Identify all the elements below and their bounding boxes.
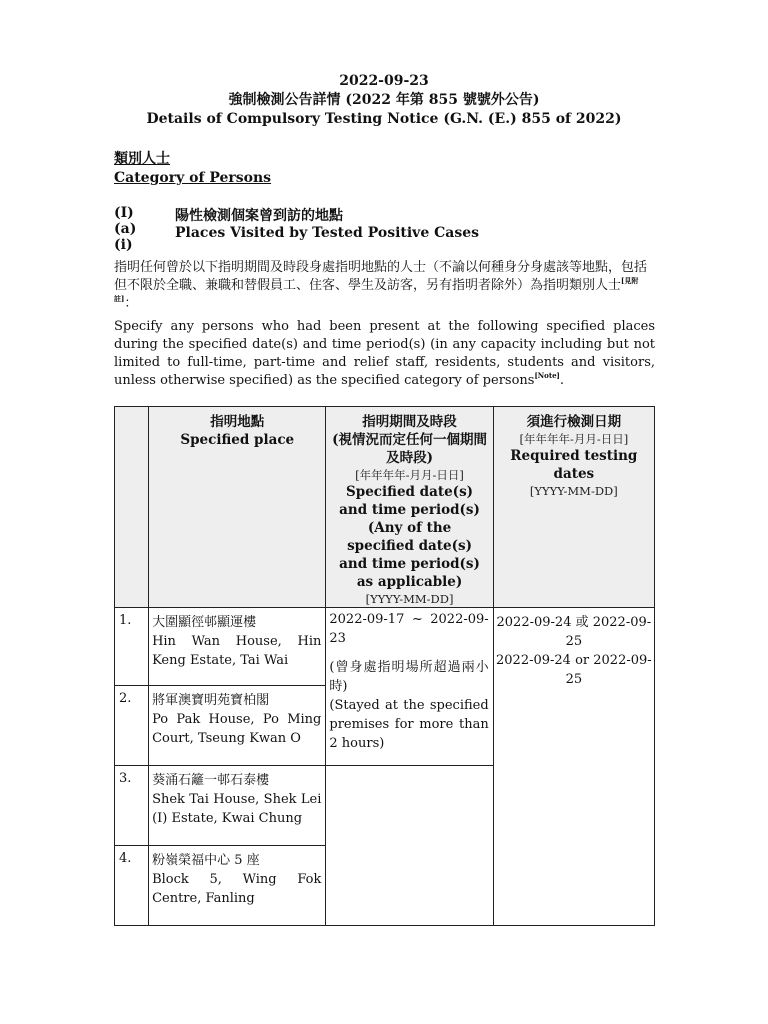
header-period-format-zh: [年年年年-月月-日日] xyxy=(355,468,464,482)
section-number: (I)(a)(i) xyxy=(114,205,137,253)
place-name-zh: 大圍顯徑邨顯運樓 xyxy=(152,615,257,630)
description-en-end: . xyxy=(559,373,564,388)
place-name-en: Hin Wan House, Hin Keng Estate, Tai Wai xyxy=(152,634,322,668)
place-name-zh: 粉嶺榮福中心 5 座 xyxy=(152,853,260,868)
places-table xyxy=(114,406,655,926)
period-cell xyxy=(326,608,493,766)
description-zh xyxy=(114,259,655,313)
period-note-en: (Stayed at the specified premises for more than 2 hours) xyxy=(329,698,489,751)
header-period-en: Specified date(s) and time period(s) (Any of the specified date(s) and time period(s) as applicable) xyxy=(339,484,480,590)
place-name-en: Po Pak House, Po Ming Court, Tseung Kwan O xyxy=(152,712,322,746)
place-name-zh: 將軍澳寶明苑寶柏閣 xyxy=(152,693,270,708)
place-cell xyxy=(149,846,326,926)
place-name-en: Shek Tai House, Shek Lei (I) Estate, Kwai Chung xyxy=(152,792,322,826)
place-cell xyxy=(149,766,326,846)
place-name-zh: 葵涌石籬一邨石泰樓 xyxy=(152,773,270,788)
header-testing-cell xyxy=(493,407,654,608)
period-note-zh: (曾身處指明場所超過兩小時) xyxy=(329,660,489,694)
document-header xyxy=(0,72,768,129)
category-heading xyxy=(114,150,271,188)
description-en xyxy=(114,318,655,390)
description-zh-text: 指明任何曾於以下指明期間及時段身處指明地點的人士（不論以何種身分身處該等地點，包括但不限於全職、兼職和替假員工、住客、學生及訪客，另有指明者除外）為指明類別人士 xyxy=(114,260,648,293)
header-place-en: Specified place xyxy=(180,432,295,448)
header-testing-format-en: [YYYY-MM-DD] xyxy=(529,484,618,498)
header-testing-zh: 須進行檢測日期 xyxy=(526,414,622,430)
row-number: 3. xyxy=(115,766,149,846)
notice-title-en: Details of Compulsory Testing Notice (G.N. (E.) 855 of 2022) xyxy=(146,111,622,127)
category-heading-en: Category of Persons xyxy=(114,170,272,186)
header-testing-en: Required testing dates xyxy=(510,448,638,482)
testing-dates-en: 2022-09-24 or 2022-09-25 xyxy=(496,653,652,687)
header-place-zh: 指明地點 xyxy=(210,414,265,430)
row-number: 2. xyxy=(115,686,149,766)
header-period-zh-note: (視情況而定任何一個期間及時段) xyxy=(332,432,487,466)
row-number: 1. xyxy=(115,608,149,686)
place-name-en: Block 5, Wing Fok Centre, Fanling xyxy=(152,872,322,906)
table-row xyxy=(115,608,655,686)
header-place-cell xyxy=(149,407,326,608)
note-reference-zh: [見附註] xyxy=(114,276,639,303)
header-period-cell xyxy=(326,407,493,608)
testing-dates-cell xyxy=(493,608,654,926)
row-number: 4. xyxy=(115,846,149,926)
description-en-text: Specify any persons who had been present at the following specified places during the specified date(s) and time period(s) (in any capacity including but not limited to full-time, part-time and relief staff, residents, students and visitors, unless otherwise specified) as the specified category of persons xyxy=(114,319,655,388)
header-period-zh: 指明期間及時段 xyxy=(362,414,457,430)
header-number-cell xyxy=(115,407,149,608)
category-heading-zh: 類別人士 xyxy=(114,151,170,167)
period-empty-cell xyxy=(326,766,493,926)
section-title-en: Places Visited by Tested Positive Cases xyxy=(175,225,479,241)
table-header-row xyxy=(115,407,655,608)
section-title-zh: 陽性檢測個案曾到訪的地點 xyxy=(175,208,343,224)
notice-title-zh: 強制檢測公告詳情 (2022 年第 855 號號外公告) xyxy=(228,92,540,108)
description-zh-end: ： xyxy=(124,296,138,311)
testing-dates-zh: 2022-09-24 或 2022-09-25 xyxy=(496,615,652,649)
note-reference-en: [Note] xyxy=(534,371,560,380)
period-range: 2022-09-17 ~ 2022-09-23 xyxy=(329,612,489,646)
place-cell xyxy=(149,686,326,766)
place-cell xyxy=(149,608,326,686)
notice-date: 2022-09-23 xyxy=(339,73,429,89)
header-period-format-en: [YYYY-MM-DD] xyxy=(365,592,454,606)
header-testing-format-zh: [年年年年-月月-日日] xyxy=(519,432,629,446)
